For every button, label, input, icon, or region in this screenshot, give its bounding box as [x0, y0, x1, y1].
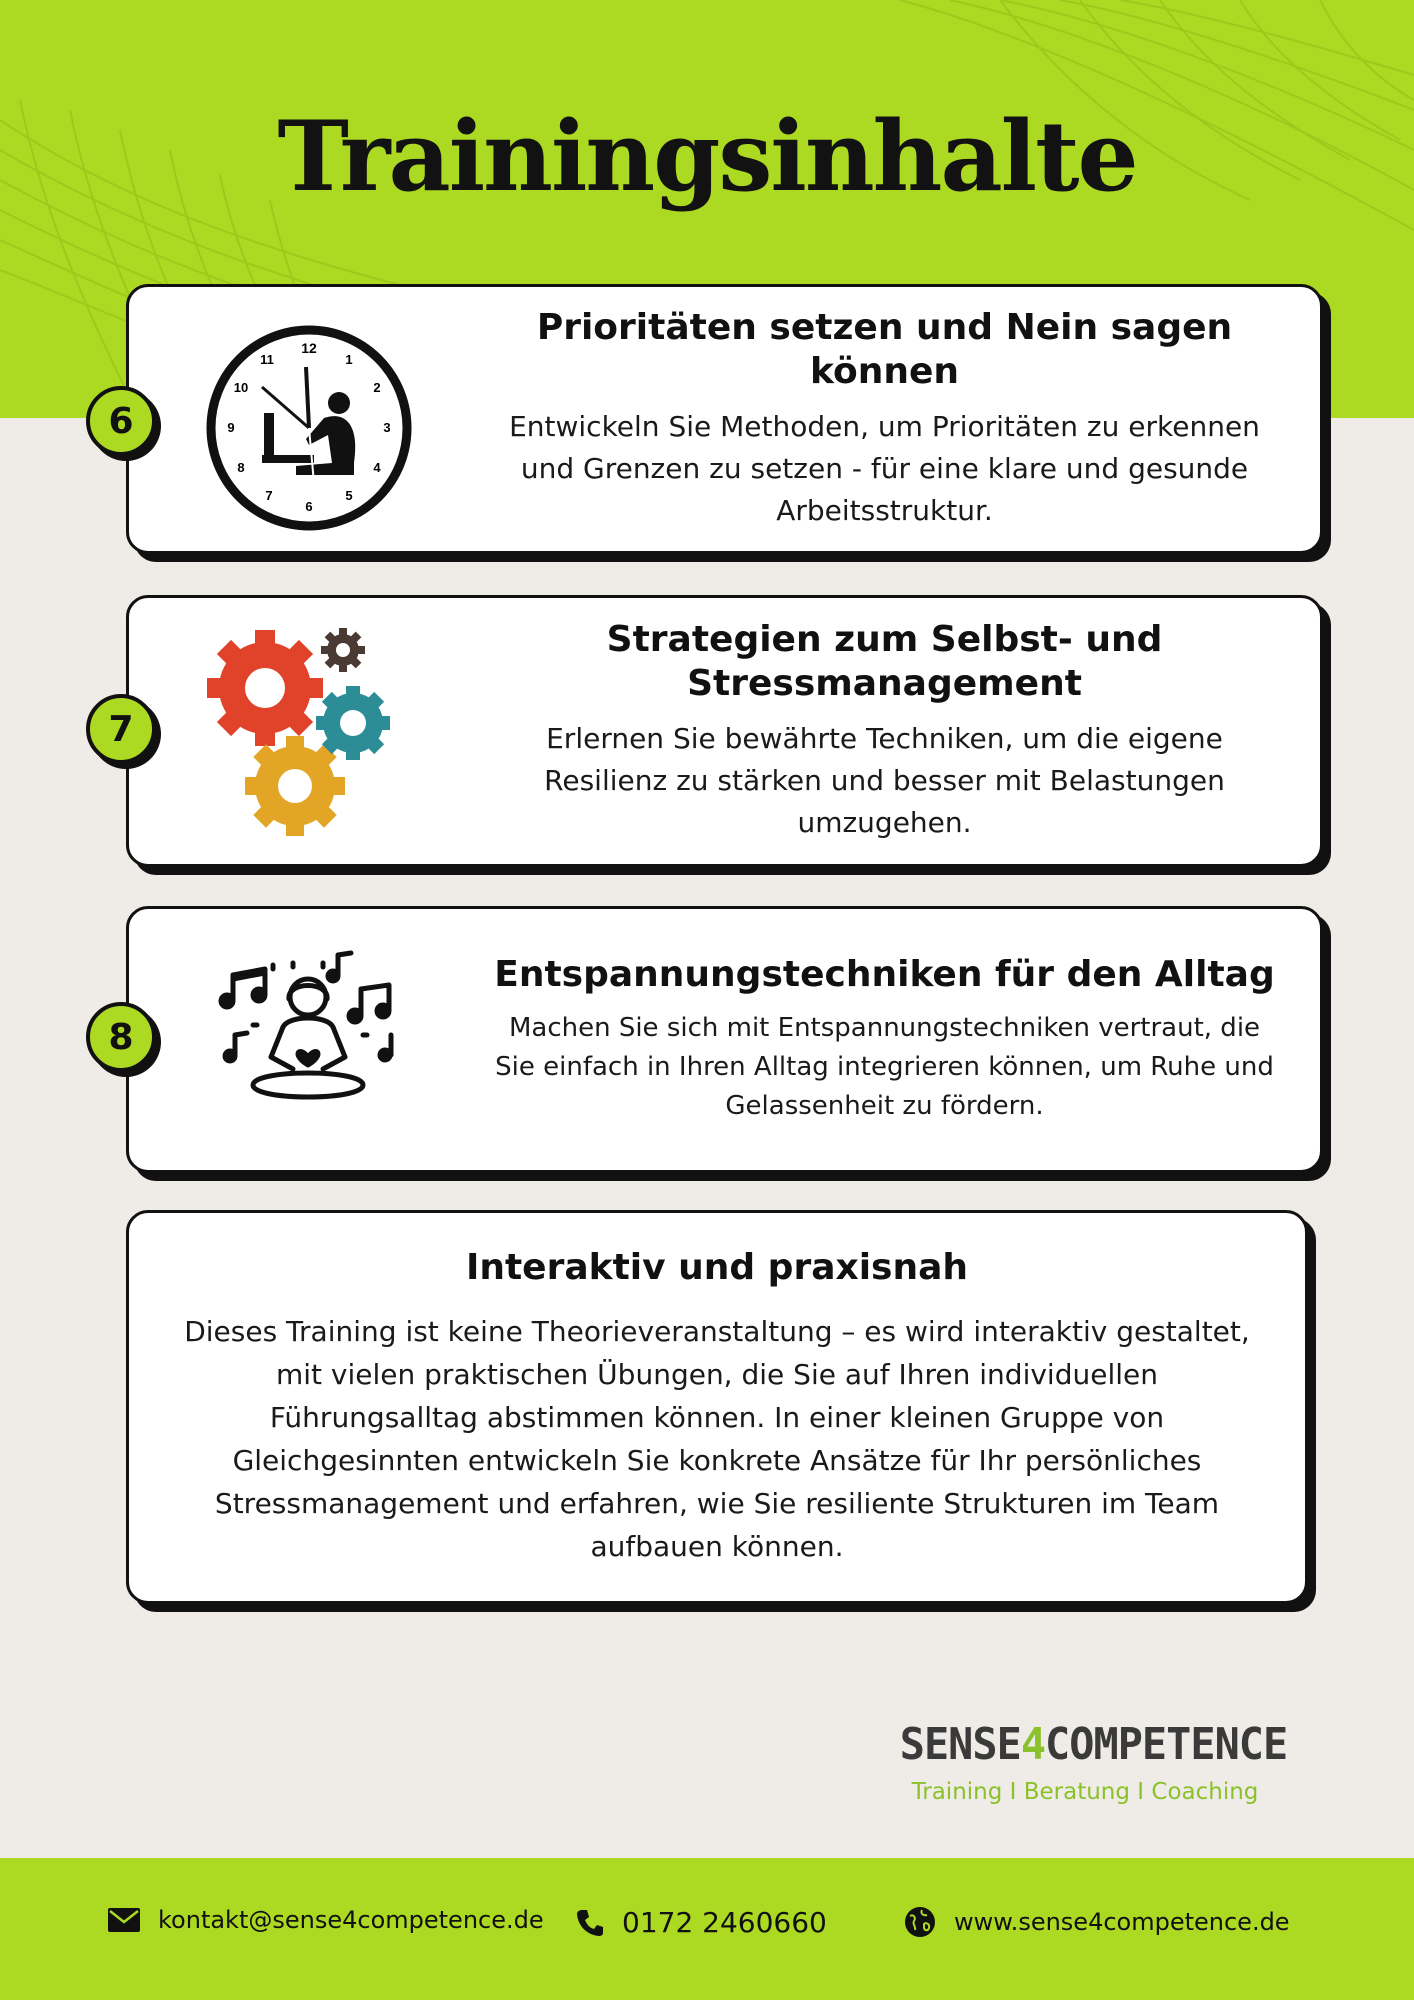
footer-bar [0, 1858, 1414, 2000]
summary-text [169, 1223, 1265, 1591]
contact-email[interactable] [108, 1906, 544, 1934]
topic-text [489, 297, 1280, 541]
clock-number: 6 [305, 499, 313, 514]
clock-number: 8 [237, 460, 245, 475]
clock-number: 2 [373, 380, 381, 395]
logo-name-part: COMPETENCE [1045, 1719, 1288, 1770]
topic-text [489, 608, 1280, 854]
clock-desk-worker-icon [204, 323, 414, 537]
topic-description: Erlernen Sie bewährte Techniken, um die eigene Resilienz zu stärken und besser mit Belastungen umzugehen. [544, 722, 1225, 839]
topic-description: Machen Sie sich mit Entspannungstechniken vertraut, die Sie einfach in Ihren Alltag integrieren können, um Ruhe und Gelassenheit zu fördern. [495, 1013, 1274, 1121]
summary-heading: Interaktiv und praxisnah [465, 1247, 969, 1288]
logo-name-part: SENSE [899, 1719, 1021, 1770]
clock-number: 1 [345, 352, 353, 367]
globe-icon [904, 1906, 936, 1938]
logo-digit: 4 [1020, 1719, 1046, 1770]
topic-card-relaxation [126, 906, 1323, 1173]
clock-number: 3 [383, 420, 391, 435]
contact-website[interactable] [904, 1906, 1290, 1938]
meditation-music-icon [213, 945, 403, 1119]
phone-icon [576, 1909, 604, 1937]
topic-heading: Entspannungstechniken für den Alltag [494, 954, 1275, 995]
company-logo [890, 1712, 1288, 1806]
step-number-badge: 6 [86, 386, 156, 456]
topic-heading: Prioritäten setzen und Nein sagen können [536, 307, 1233, 392]
clock-number: 9 [227, 420, 235, 435]
phone-number[interactable]: 0172 2460660 [622, 1906, 827, 1939]
topic-description: Entwickeln Sie Methoden, um Prioritäten zu erkennen und Grenzen zu setzen - für eine klare und gesunde Arbeitsstruktur. [509, 410, 1260, 527]
email-link[interactable]: kontakt@sense4competence.de [158, 1906, 544, 1934]
step-number-badge: 7 [86, 694, 156, 764]
clock-number: 4 [373, 460, 381, 475]
page-title: Trainingsinhalte [277, 100, 1137, 213]
summary-description: Dieses Training ist keine Theorieveranstaltung – es wird interaktiv gestaltet, mit vielen praktischen Übungen, die Sie auf Ihren individuellen Führungsalltag abstimmen können. In einer kleinen Gruppe von Gleichgesinnten entwickeln Sie konkrete Ansätze für Ihr persönliches Stressmanagement und erfahren, wie Sie resiliente Strukturen im Team aufbauen können. [184, 1315, 1250, 1563]
logo-wordmark [899, 1712, 1288, 1778]
contact-phone[interactable] [576, 1906, 827, 1939]
clock-number: 10 [233, 380, 249, 395]
website-link[interactable]: www.sense4competence.de [954, 1908, 1290, 1936]
clock-number: 11 [260, 352, 274, 367]
gears-icon [203, 618, 403, 847]
envelope-icon [108, 1908, 140, 1932]
clock-number: 7 [265, 488, 273, 503]
clock-number: 5 [345, 488, 353, 503]
topic-text [489, 919, 1280, 1160]
logo-tagline: Training I Beratung I Coaching [911, 1779, 1259, 1805]
step-number-badge: 8 [86, 1002, 156, 1072]
topic-heading: Strategien zum Selbst- und Stressmanagement [606, 619, 1163, 704]
topic-card-priorities [126, 284, 1323, 554]
topic-card-stress [126, 595, 1323, 867]
summary-card [126, 1210, 1308, 1604]
clock-number: 12 [301, 340, 317, 356]
